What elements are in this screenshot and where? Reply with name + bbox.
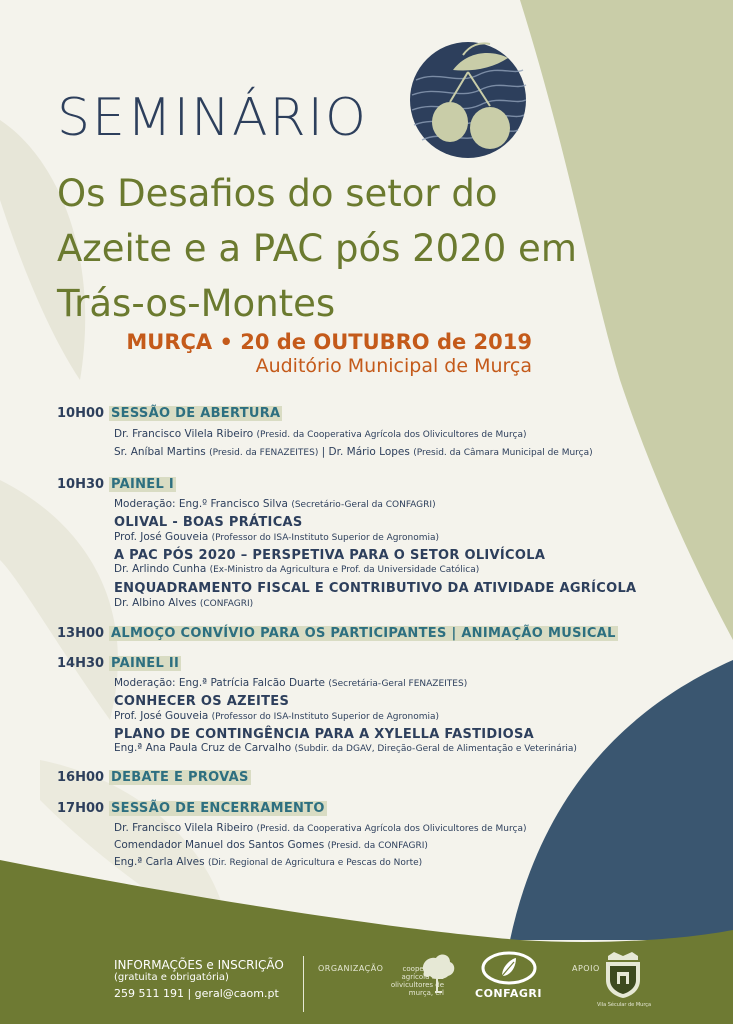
event-venue: Auditório Municipal de Murça: [255, 355, 532, 377]
topic-title: A PAC PÓS 2020 – PERSPETIVA PARA O SETOR OLIVÍCOLA: [114, 548, 546, 563]
confagri-label: CONFAGRI: [475, 987, 542, 1000]
session-time: 10H00: [57, 406, 105, 421]
speaker-line: Eng.ª Carla Alves (Dir. Regional de Agricultura e Pescas do Norte): [114, 856, 423, 868]
topic-title: ENQUADRAMENTO FISCAL E CONTRIBUTIVO DA ATIVIDADE AGRÍCOLA: [114, 581, 637, 596]
contact-line[interactable]: 259 511 191 | geral@caom.pt: [114, 987, 279, 1000]
page-title: Os Desafios do setor do Azeite e a PAC pós 2020 em Trás-os-Montes: [57, 172, 577, 325]
event-date: MURÇA • 20 de OUTUBRO de 2019: [126, 330, 532, 354]
info-heading: INFORMAÇÕES e INSCRIÇÃO: [114, 958, 284, 972]
info-subtitle: (gratuita e obrigatória): [114, 972, 229, 983]
session-lunch: [57, 626, 618, 641]
session-time: 13H00: [57, 626, 105, 641]
moderator-line: Moderação: Eng.ª Patrícia Falcão Duarte (Secretária-Geral FENAZEITES): [114, 677, 468, 689]
speaker-line: Prof. José Gouveia (Professor do ISA-Instituto Superior de Agronomia): [114, 710, 440, 722]
confagri-logo-icon: [480, 950, 538, 986]
speaker-line: Dr. Albino Alves (CONFAGRI): [114, 597, 254, 609]
speaker-line: Sr. Aníbal Martins (Presid. da FENAZEITES) | Dr. Mário Lopes (Presid. da Câmara Municipal de Murça): [114, 446, 593, 458]
municipal-crest-icon: [600, 950, 646, 1002]
session-panel-1: [57, 477, 176, 492]
cooperative-name: cooperativa agrícola dos olivicultores de murça, crl: [390, 965, 444, 997]
topic-title: PLANO DE CONTINGÊNCIA PARA A XYLELLA FASTIDIOSA: [114, 727, 535, 742]
session-debate: [57, 770, 251, 785]
session-title: SESSÃO DE ABERTURA: [111, 406, 281, 421]
session-time: 10H30: [57, 477, 105, 492]
olive-logo-icon: [408, 40, 528, 160]
session-time: 17H00: [57, 801, 105, 816]
moderator-line: Moderação: Eng.º Francisco Silva (Secretário-Geral da CONFAGRI): [114, 498, 436, 510]
info-block: [114, 958, 284, 1000]
support-label: APOIO: [572, 964, 600, 973]
seminar-label: SEMINÁRIO: [57, 88, 368, 148]
session-closing: [57, 801, 327, 816]
organization-label: ORGANIZAÇÃO: [318, 964, 384, 973]
session-panel-2: [57, 656, 181, 671]
topic-title: CONHECER OS AZEITES: [114, 694, 290, 709]
speaker-line: Dr. Francisco Vilela Ribeiro (Presid. da Cooperativa Agrícola dos Olivicultores de Murça): [114, 822, 527, 834]
session-title: PAINEL II: [111, 656, 180, 671]
speaker-line: Dr. Francisco Vilela Ribeiro (Presid. da Cooperativa Agrícola dos Olivicultores de Murça): [114, 428, 527, 440]
speaker-line: Eng.ª Ana Paula Cruz de Carvalho (Subdir. da DGAV, Direção-Geral de Alimentação e Veterinária): [114, 742, 577, 754]
session-opening: [57, 406, 282, 421]
session-time: 16H00: [57, 770, 105, 785]
speaker-line: Comendador Manuel dos Santos Gomes (Presid. da CONFAGRI): [114, 839, 428, 851]
speaker-line: Prof. José Gouveia (Professor do ISA-Instituto Superior de Agronomia): [114, 531, 440, 543]
session-title: SESSÃO DE ENCERRAMENTO: [111, 801, 325, 816]
speaker-line: Dr. Arlindo Cunha (Ex-Ministro da Agricultura e Prof. da Universidade Católica): [114, 563, 480, 575]
session-title: PAINEL I: [111, 477, 175, 492]
session-title: DEBATE E PROVAS: [111, 770, 249, 785]
session-title: ALMOÇO CONVÍVIO PARA OS PARTICIPANTES | ANIMAÇÃO MUSICAL: [111, 626, 616, 641]
session-time: 14H30: [57, 656, 105, 671]
municipality-caption: Vila Sécular de Murça: [597, 1002, 652, 1008]
topic-title: OLIVAL - BOAS PRÁTICAS: [114, 515, 303, 530]
footer-divider: [303, 956, 304, 1012]
